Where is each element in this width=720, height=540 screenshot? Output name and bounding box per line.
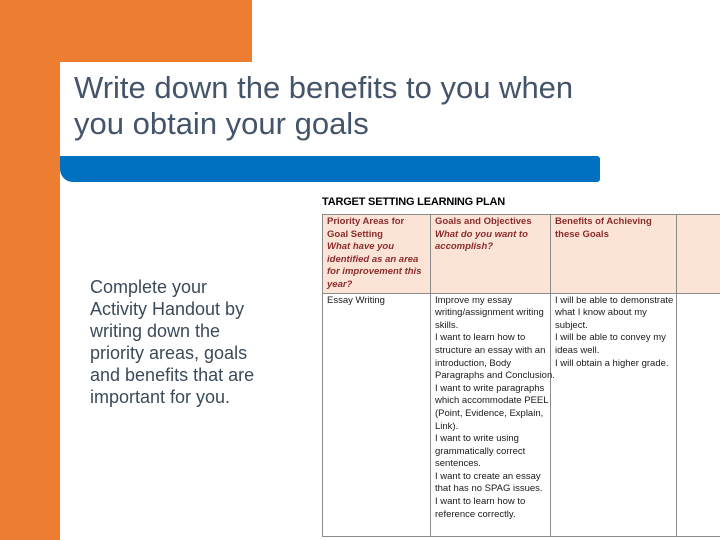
goals-line: structure an essay with an [435,344,546,356]
orange-side-band [0,0,60,540]
header-benefits-main: Benefits of Achieving these Goals [555,216,652,240]
header-priority-sub: What have you identified as an area for improvement this year? [327,241,422,290]
goals-line: I want to create an essay [435,470,541,482]
body-line-6: important for you. [90,387,231,407]
plan-header-row [323,215,720,294]
goals-line: I want to write using [435,433,519,445]
goals-line: I want to write paragraphs [435,382,545,394]
cell-extra [677,293,720,536]
slide-title-line-2: you obtain your goals [74,106,369,141]
priority-text: Essay Writing [327,294,385,306]
header-priority-main: Priority Areas for Goal Setting [327,216,405,240]
header-priority-areas [323,215,431,294]
cell-benefits [551,293,677,536]
body-line-5: and benefits that are [90,365,255,385]
goals-line: sentences. [435,458,481,470]
goals-line: writing/assignment writing [435,307,544,319]
goals-line: reference correctly. [435,508,516,520]
header-benefits [551,215,677,294]
benefits-line: subject. [555,319,588,331]
benefits-line: I will obtain a higher grade. [555,357,669,369]
benefits-line: ideas well. [555,344,600,356]
slide-body-text [90,276,290,408]
plan-table [322,214,720,537]
body-line-4: priority areas, goals [90,343,248,363]
cell-priority [323,293,431,536]
learning-plan-image [320,194,720,540]
header-goals-sub: What do you want to accomplish? [435,228,528,253]
goals-line: which accommodate PEEL [435,395,549,407]
goals-line: (Point, Evidence, Explain, [435,407,544,419]
plan-title: TARGET SETTING LEARNING PLAN [322,196,506,208]
goals-line: that has no SPAG issues. [435,483,543,495]
goals-line: skills. [435,319,459,331]
body-line-2: Activity Handout by [90,299,245,319]
goals-line: Link). [435,420,459,432]
goals-line: Paragraphs and Conclusion. [435,370,555,382]
benefits-line: what I know about my [555,307,647,319]
orange-top-block [0,0,252,62]
goals-line: grammatically correct [435,445,526,457]
goals-line: I want to learn how to [435,496,526,508]
header-goals-main: Goals and Objectives [435,216,532,227]
body-line-1: Complete your [90,277,208,297]
cell-goals [431,293,555,536]
plan-row [323,293,720,536]
goals-line: I want to learn how to [435,332,526,344]
goals-line: introduction, Body [435,357,512,369]
slide-title [74,70,694,142]
benefits-line: I will be able to convey my [555,332,666,344]
goals-line: Improve my essay [435,294,513,306]
body-line-3: writing down the [90,321,221,341]
header-extra-column [677,215,720,294]
benefits-line: I will be able to demonstrate [555,294,674,306]
slide-title-line-1: Write down the benefits to you when [74,70,574,105]
blue-divider-bar [60,156,600,182]
header-goals-objectives [431,215,551,294]
